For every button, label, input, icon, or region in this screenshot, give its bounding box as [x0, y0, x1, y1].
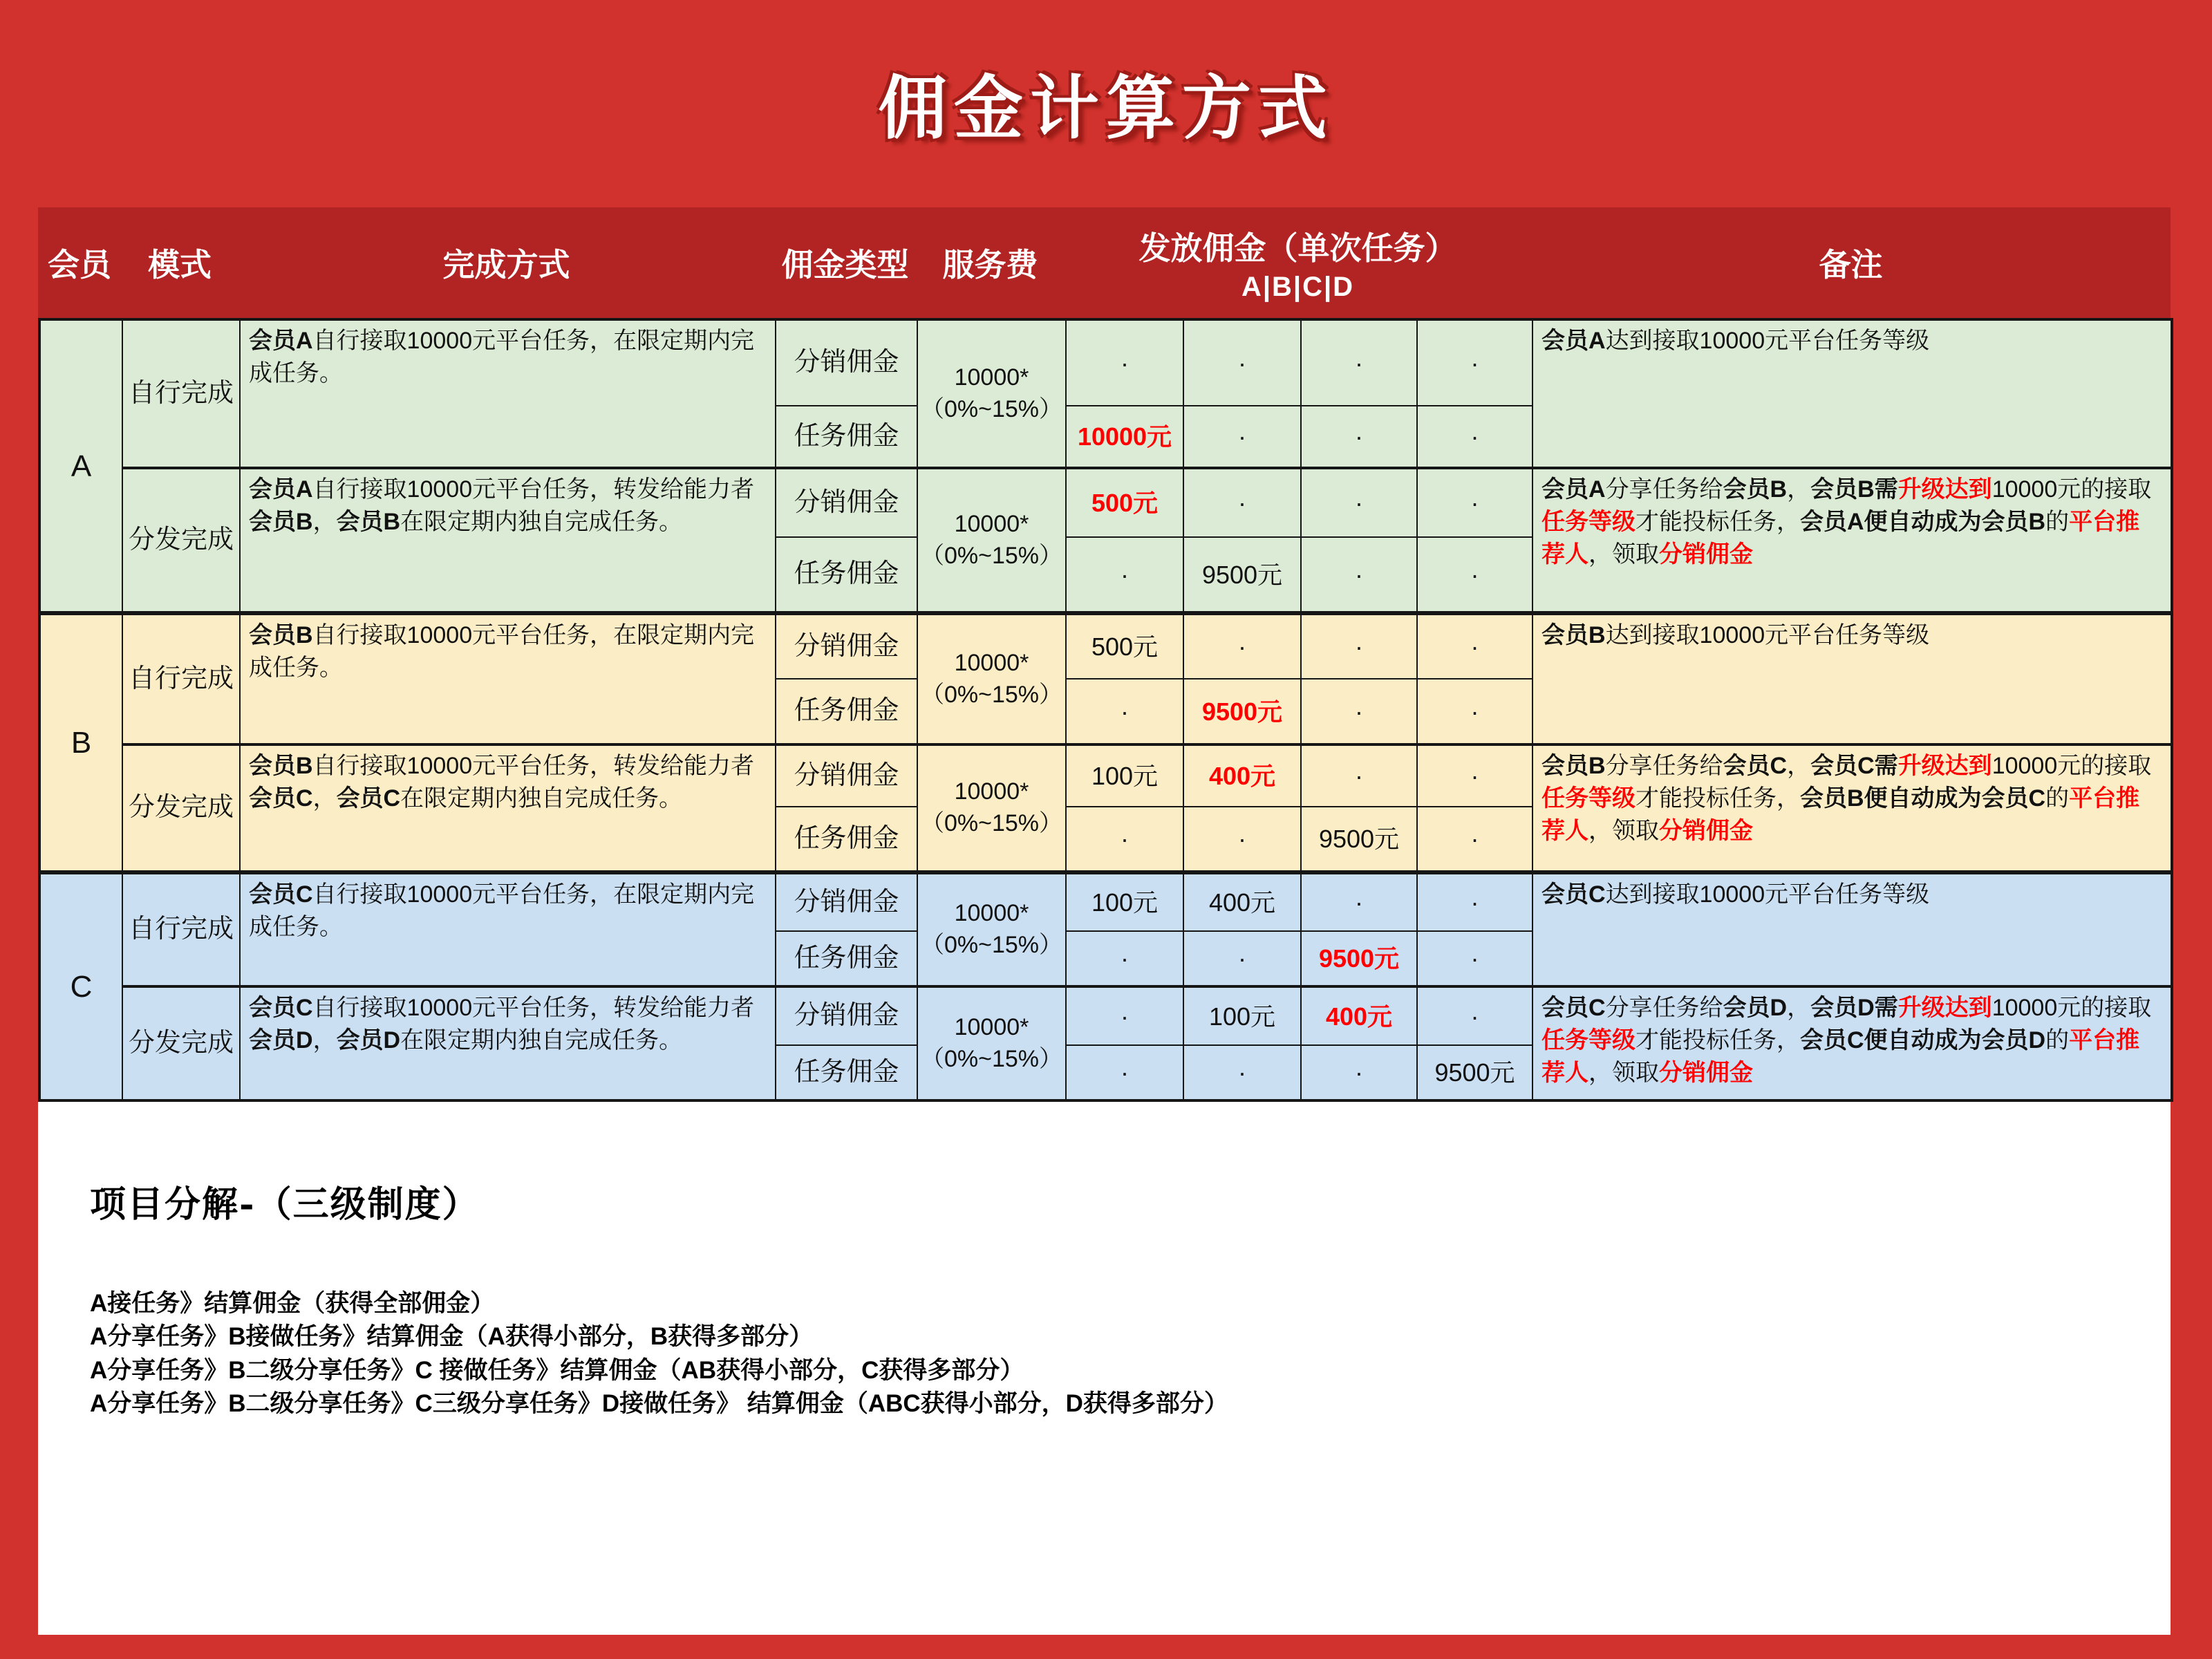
mode-cell: 自行完成: [122, 872, 240, 986]
payout-cell-d: ·: [1417, 744, 1533, 807]
payout-cell-b: 9500元: [1183, 537, 1301, 613]
payout-cell-a: ·: [1066, 537, 1183, 613]
payout-cell-d: ·: [1417, 537, 1533, 613]
payout-cell-d: ·: [1417, 986, 1533, 1045]
mode-cell: 分发完成: [122, 986, 240, 1100]
payout-cell-d: ·: [1417, 931, 1533, 986]
fee-line1: 10000*: [954, 649, 1029, 676]
payout-cell-a: 100元: [1066, 744, 1183, 807]
payout-cell-c: 9500元: [1301, 807, 1417, 872]
mode-cell: 分发完成: [122, 468, 240, 613]
payout-cell-a: ·: [1066, 319, 1183, 406]
payout-cell-d: ·: [1417, 406, 1533, 468]
service-fee-cell: [917, 744, 1066, 872]
payout-cell-b: ·: [1183, 1045, 1301, 1100]
payout-cell-c: ·: [1301, 744, 1417, 807]
payout-cell-a: ·: [1066, 931, 1183, 986]
method-cell: 会员C自行接取10000元平台任务，在限定期内完成任务。: [240, 872, 776, 986]
commission-type-cell: 任务佣金: [776, 931, 917, 986]
fee-line1: 10000*: [954, 900, 1029, 927]
payout-cell-c: ·: [1301, 406, 1417, 468]
fee-line2: （0%~15%）: [920, 932, 1063, 958]
service-fee-cell: [917, 468, 1066, 613]
fee-line2: （0%~15%）: [920, 810, 1063, 836]
method-cell: 会员B自行接取10000元平台任务，转发给能力者会员C，会员C在限定期内独自完成任务。: [240, 744, 776, 872]
payout-cell-c: ·: [1301, 537, 1417, 613]
payout-cell-a: 500元: [1066, 468, 1183, 537]
header-payout-line2: A|B|C|D: [1241, 271, 1355, 302]
method-cell: 会员C自行接取10000元平台任务，转发给能力者会员D，会员D在限定期内独自完成任务。: [240, 986, 776, 1100]
service-fee-cell: [917, 319, 1066, 468]
payout-cell-b: 400元: [1183, 872, 1301, 931]
payout-cell-b: ·: [1183, 319, 1301, 406]
service-fee-cell: [917, 986, 1066, 1100]
commission-type-cell: 任务佣金: [776, 537, 917, 613]
fee-line1: 10000*: [954, 364, 1029, 391]
table-row: [39, 872, 2172, 931]
note-cell: 会员C达到接取10000元平台任务等级: [1533, 872, 2172, 986]
payout-cell-c: ·: [1301, 1045, 1417, 1100]
payout-cell-a: 100元: [1066, 872, 1183, 931]
commission-table: [38, 318, 2173, 1102]
payout-cell-c: ·: [1301, 613, 1417, 679]
payout-cell-d: ·: [1417, 468, 1533, 537]
payout-cell-d: ·: [1417, 679, 1533, 744]
fee-line1: 10000*: [954, 1013, 1029, 1040]
commission-type-cell: 分销佣金: [776, 872, 917, 931]
payout-cell-d: ·: [1417, 807, 1533, 872]
payout-cell-d: 9500元: [1417, 1045, 1533, 1100]
table-row: [39, 744, 2172, 807]
commission-type-cell: 分销佣金: [776, 744, 917, 807]
commission-type-cell: 任务佣金: [776, 679, 917, 744]
fee-line2: （0%~15%）: [920, 542, 1063, 569]
payout-cell-c: 400元: [1301, 986, 1417, 1045]
commission-type-cell: 分销佣金: [776, 613, 917, 679]
header-service-fee: 服务费: [942, 247, 1038, 283]
fee-line2: （0%~15%）: [920, 395, 1063, 422]
header-commission-type: 佣金类型: [781, 247, 909, 283]
table-header-row: [38, 207, 2171, 318]
mode-cell: 自行完成: [122, 613, 240, 744]
payout-cell-a: 500元: [1066, 613, 1183, 679]
method-cell: 会员A自行接取10000元平台任务，转发给能力者会员B，会员B在限定期内独自完成任务。: [240, 468, 776, 613]
payout-cell-c: ·: [1301, 679, 1417, 744]
page-title: 佣金计算方式: [878, 67, 1334, 149]
note-cell: 会员B分享任务给会员C，会员C需升级达到10000元的接取任务等级才能投标任务，会员B便自动成为会员C的平台推荐人，领取分销佣金: [1533, 744, 2172, 872]
payout-cell-c: ·: [1301, 319, 1417, 406]
header-method: 完成方式: [442, 247, 570, 283]
payout-cell-a: ·: [1066, 1045, 1183, 1100]
commission-type-cell: 任务佣金: [776, 807, 917, 872]
breakdown-line: A分享任务》B接做任务》结算佣金（A获得小部分，B获得多部分）: [90, 1323, 814, 1351]
member-cell-b: B: [39, 613, 122, 872]
header-member: 会员: [48, 247, 111, 283]
note-cell: 会员A分享任务给会员B，会员B需升级达到10000元的接取任务等级才能投标任务，会员A便自动成为会员B的平台推荐人，领取分销佣金: [1533, 468, 2172, 613]
payout-cell-b: ·: [1183, 613, 1301, 679]
fee-line2: （0%~15%）: [920, 681, 1063, 708]
breakdown-heading: 项目分解-（三级制度）: [90, 1183, 480, 1226]
mode-cell: 分发完成: [122, 744, 240, 872]
fee-line1: 10000*: [954, 510, 1029, 537]
table-row: [39, 613, 2172, 679]
table-row: [39, 468, 2172, 537]
header-notes: 备注: [1819, 247, 1883, 283]
commission-type-cell: 分销佣金: [776, 468, 917, 537]
commission-type-cell: 分销佣金: [776, 986, 917, 1045]
header-mode: 模式: [148, 247, 212, 283]
payout-cell-d: ·: [1417, 319, 1533, 406]
service-fee-cell: [917, 613, 1066, 744]
member-cell-c: C: [39, 872, 122, 1100]
note-cell: 会员B达到接取10000元平台任务等级: [1533, 613, 2172, 744]
note-cell: 会员C分享任务给会员D，会员D需升级达到10000元的接取任务等级才能投标任务，会员C便自动成为会员D的平台推荐人，领取分销佣金: [1533, 986, 2172, 1100]
table-row: [39, 986, 2172, 1045]
method-cell: 会员B自行接取10000元平台任务，在限定期内完成任务。: [240, 613, 776, 744]
payout-cell-c: ·: [1301, 872, 1417, 931]
payout-cell-a: ·: [1066, 807, 1183, 872]
service-fee-cell: [917, 872, 1066, 986]
commission-type-cell: 任务佣金: [776, 406, 917, 468]
payout-cell-b: ·: [1183, 406, 1301, 468]
method-cell: 会员A自行接取10000元平台任务，在限定期内完成任务。: [240, 319, 776, 468]
payout-cell-b: ·: [1183, 931, 1301, 986]
payout-cell-c: 9500元: [1301, 931, 1417, 986]
payout-cell-b: 100元: [1183, 986, 1301, 1045]
breakdown-line: A分享任务》B二级分享任务》C 接做任务》结算佣金（AB获得小部分，C获得多部分）: [90, 1356, 1024, 1384]
breakdown-line: A分享任务》B二级分享任务》C三级分享任务》D接做任务》 结算佣金（ABC获得小部分，D获得多部分）: [90, 1389, 1228, 1417]
commission-type-cell: 任务佣金: [776, 1045, 917, 1100]
breakdown-lines: [90, 1287, 2129, 1421]
payout-cell-b: ·: [1183, 807, 1301, 872]
member-cell-a: A: [39, 319, 122, 613]
header-payout: [1065, 207, 1531, 318]
payout-cell-d: ·: [1417, 872, 1533, 931]
payout-cell-a: ·: [1066, 986, 1183, 1045]
fee-line2: （0%~15%）: [920, 1045, 1063, 1072]
header-payout-line1: 发放佣金（单次任务）: [1138, 229, 1457, 266]
payout-cell-d: ·: [1417, 613, 1533, 679]
payout-cell-b: 400元: [1183, 744, 1301, 807]
breakdown-line: A接任务》结算佣金（获得全部佣金）: [90, 1290, 495, 1317]
fee-line1: 10000*: [954, 778, 1029, 805]
commission-type-cell: 分销佣金: [776, 319, 917, 406]
payout-cell-b: 9500元: [1183, 679, 1301, 744]
payout-cell-c: ·: [1301, 468, 1417, 537]
note-cell: 会员A达到接取10000元平台任务等级: [1533, 319, 2172, 468]
table-row: [39, 319, 2172, 406]
payout-cell-a: 10000元: [1066, 406, 1183, 468]
payout-cell-b: ·: [1183, 468, 1301, 537]
mode-cell: 自行完成: [122, 319, 240, 468]
payout-cell-a: ·: [1066, 679, 1183, 744]
